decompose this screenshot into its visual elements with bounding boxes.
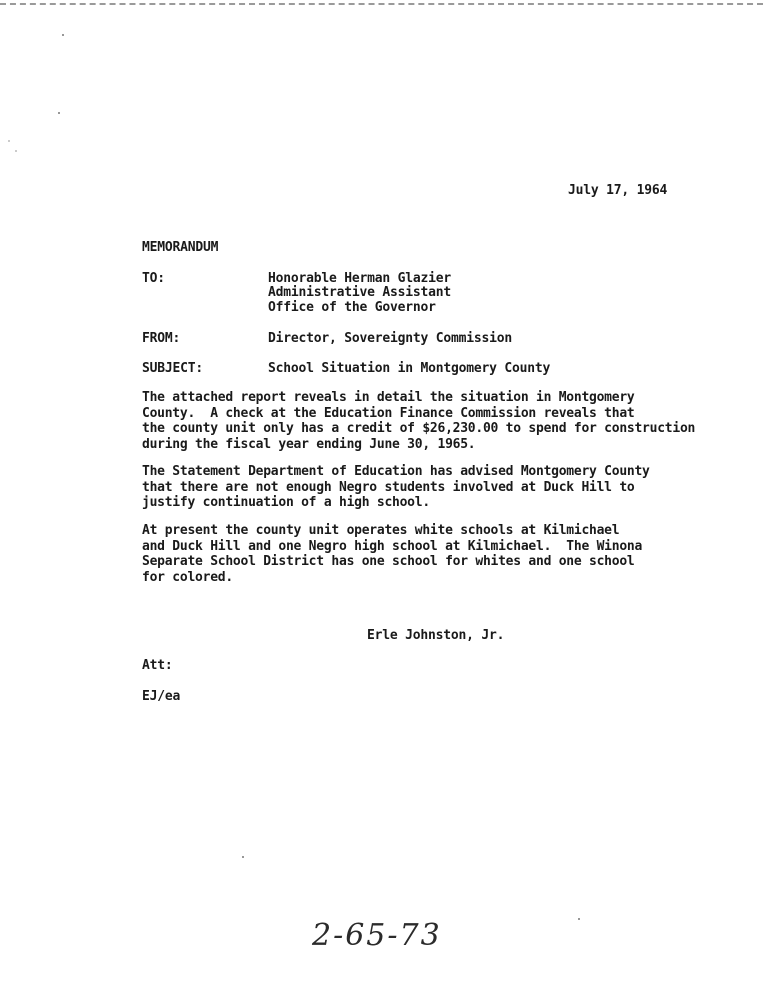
body-line: At present the county unit operates white schools at Kilmichael: [142, 523, 620, 538]
from-label: FROM:: [142, 331, 181, 346]
subject-value: School Situation in Montgomery County: [268, 361, 551, 376]
from-value: Director, Sovereignty Commission: [268, 331, 513, 346]
scan-speck: [242, 856, 244, 858]
body-line: Separate School District has one school for whites and one school: [142, 554, 635, 569]
scan-speck: [15, 150, 17, 152]
handwritten-file-number: 2-65-73: [312, 918, 442, 953]
to-line-2: Administrative Assistant: [268, 285, 452, 300]
memo-title: MEMORANDUM: [142, 240, 219, 255]
scan-speck: [58, 112, 60, 114]
attachments-label: Att:: [142, 658, 173, 673]
to-label: TO:: [142, 271, 165, 286]
body-line: The Statement Department of Education has advised Montgomery County: [142, 464, 650, 479]
body-paragraph-1: [142, 390, 742, 452]
top-edge-line: [0, 3, 763, 7]
typist-initials: EJ/ea: [142, 689, 181, 704]
body-paragraph-3: [142, 523, 742, 585]
memo-date: July 17, 1964: [568, 183, 668, 198]
body-line: that there are not enough Negro students involved at Duck Hill to: [142, 479, 635, 495]
scan-speck: [8, 140, 10, 142]
to-line-1: Honorable Herman Glazier: [268, 271, 452, 286]
body-line: the county unit only has a credit of $26,230.00 to spend for construction: [142, 421, 696, 436]
body-line: and Duck Hill and one Negro high school at Kilmichael. The Winona: [142, 538, 643, 554]
body-line: for colored.: [142, 569, 233, 585]
body-line: during the fiscal year ending June 30, 1965.: [142, 436, 476, 452]
to-line-3: Office of the Governor: [268, 300, 436, 315]
scan-speck: [578, 918, 580, 920]
subject-label: SUBJECT:: [142, 361, 204, 376]
body-line: The attached report reveals in detail the situation in Montgomery: [142, 390, 635, 405]
scan-speck: [62, 34, 64, 36]
body-paragraph-2: [142, 464, 742, 511]
body-line: justify continuation of a high school.: [142, 495, 430, 510]
signature-name: Erle Johnston, Jr.: [367, 628, 505, 643]
body-line: County. A check at the Education Finance Commission reveals that: [142, 405, 635, 421]
